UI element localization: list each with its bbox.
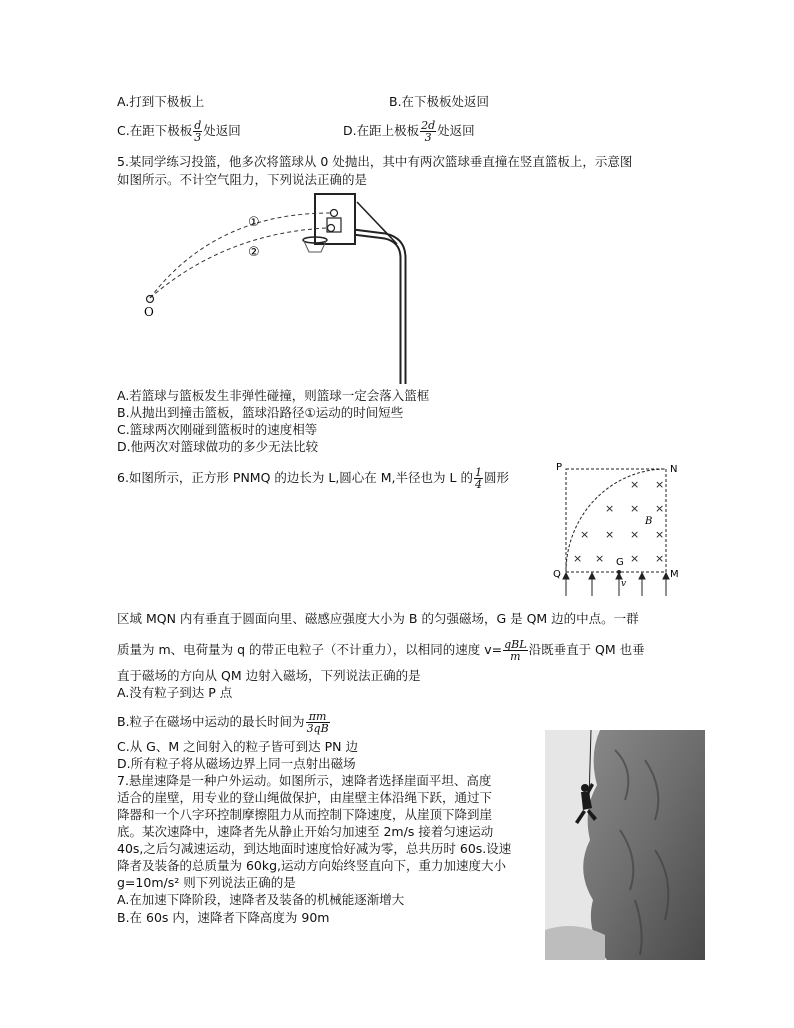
cross-mark: × xyxy=(580,528,590,541)
q6-line3-suffix: 沿既垂直于 QM 也垂 xyxy=(528,642,645,657)
basketball-figure xyxy=(135,188,425,386)
label-p: P xyxy=(556,462,563,473)
hoop-pole xyxy=(353,232,403,384)
label-n: N xyxy=(670,464,678,475)
cross-mark: × xyxy=(595,552,605,565)
q7-line4: 底。某次速降中，速降者先从静止开始匀加速至 2m/s 接着匀速运动 xyxy=(117,824,494,839)
label-m: M xyxy=(670,569,679,580)
fraction-numerator: d xyxy=(194,119,202,132)
velocity-arrows xyxy=(563,573,669,596)
fraction-denominator: 4 xyxy=(474,478,482,491)
fraction-numerator: πm xyxy=(306,711,330,723)
q4-option-b: B.在下极板处返回 xyxy=(389,94,490,109)
fraction-denominator: 3 xyxy=(424,131,432,144)
fraction xyxy=(474,467,483,490)
q6-line3-prefix: 质量为 m、电荷量为 q 的带正电粒子（不计重力），以相同的速度 v= xyxy=(117,642,503,657)
cross-mark: × xyxy=(655,502,665,515)
q6-stem-prefix: 6.如图所示，正方形 PNMQ 的边长为 L,圆心在 M,半径也为 L 的 xyxy=(117,470,473,485)
cross-mark: × xyxy=(573,552,583,565)
q4-option-c-prefix: C.在距下极板 xyxy=(117,123,193,138)
q6-option-d: D.所有粒子将从磁场边界上同一点射出磁场 xyxy=(117,756,356,771)
q6-stem-suffix: 圆形 xyxy=(483,470,509,485)
backboard xyxy=(315,194,355,244)
q6-option-b xyxy=(117,711,331,734)
q7-line2: 适合的崖壁，用专业的登山绳做保护，由崖壁主体沿绳下跃，通过下 xyxy=(117,790,493,805)
q4-option-c-suffix: 处返回 xyxy=(203,123,241,138)
cliff-rappelling-photo xyxy=(545,730,705,960)
label-q: Q xyxy=(553,569,561,580)
q6-stem-line4: 直于磁场的方向从 QM 边射入磁场，下列说法正确的是 xyxy=(117,668,421,683)
hoop-pole-inner xyxy=(353,232,403,384)
path-label-1: ① xyxy=(248,215,260,230)
fraction-numerator: 1 xyxy=(474,466,482,479)
cross-mark: × xyxy=(655,478,665,491)
q5-option-a: A.若篮球与篮板发生非弹性碰撞，则篮球一定会落入篮框 xyxy=(117,388,430,403)
fraction-denominator: 3qB xyxy=(306,722,329,735)
fraction xyxy=(503,639,527,662)
q6-stem-line3 xyxy=(117,639,645,662)
fraction-numerator: qBL xyxy=(504,638,527,651)
q7-line1: 7.悬崖速降是一种户外运动。如图所示，速降者选择崖面平坦、高度 xyxy=(117,773,492,788)
magnetic-field-figure xyxy=(550,460,690,600)
q4-option-d-prefix: D.在距上极板 xyxy=(343,123,420,138)
q7-line5: 40s,之后匀减速运动，到达地面时速度恰好减为零，总共历时 60s.设速 xyxy=(117,841,512,856)
q7-line7: g=10m/s² 则下列说法正确的是 xyxy=(117,875,296,890)
q5-option-b: B.从抛出到撞击篮板，篮球沿路径①运动的时间短些 xyxy=(117,405,404,420)
fraction-denominator: m xyxy=(510,650,521,663)
q4-option-c xyxy=(117,120,241,143)
ball-launch xyxy=(147,296,154,303)
fraction xyxy=(306,711,330,734)
label-g: G xyxy=(616,557,624,568)
fraction xyxy=(193,120,202,143)
origin-label: O xyxy=(144,305,154,319)
q5-option-c: C.篮球两次刚碰到篮板时的速度相等 xyxy=(117,422,318,437)
fraction-denominator: 3 xyxy=(194,131,202,144)
q7-line3: 降器和一个八字环控制摩擦阻力从而控制下降速度，从崖顶下降到崖 xyxy=(117,807,493,822)
q5-option-d: D.他两次对篮球做功的多少无法比较 xyxy=(117,439,319,454)
q5-stem-line1: 5.某同学练习投篮，他多次将篮球从 0 处抛出，其中有两次篮球垂直撞在竖直篮板上，示意图 xyxy=(117,154,633,169)
cross-mark: × xyxy=(630,478,640,491)
q4-option-a: A.打到下极板上 xyxy=(117,94,205,109)
q6-stem-line2: 区域 MQN 内有垂直于圆面向里、磁感应强度大小为 B 的匀强磁场，G 是 QM 边的中点。一群 xyxy=(117,611,639,626)
q6-stem-line1 xyxy=(117,467,509,490)
q7-line6: 降者及装备的总质量为 60kg,运动方向始终竖直向下，重力加速度大小 xyxy=(117,858,507,873)
q7-option-b: B.在 60s 内，速降者下降高度为 90m xyxy=(117,910,330,925)
fraction xyxy=(420,120,436,143)
label-b: B xyxy=(645,516,653,527)
label-v: v xyxy=(621,579,627,589)
cross-mark: × xyxy=(655,552,665,565)
cross-mark: × xyxy=(630,502,640,515)
q6-option-c: C.从 G、M 之间射入的粒子皆可到达 PN 边 xyxy=(117,739,358,754)
cross-mark: × xyxy=(630,552,640,565)
q4-option-d-suffix: 处返回 xyxy=(437,123,475,138)
cross-mark: × xyxy=(605,528,615,541)
cross-mark: × xyxy=(630,528,640,541)
path-label-2: ② xyxy=(248,245,260,260)
trajectory-2 xyxy=(150,228,327,298)
q5-stem-line2: 如图所示。不计空气阻力，下列说法正确的是 xyxy=(117,172,368,187)
cliff-face xyxy=(583,730,705,960)
q6-option-b-prefix: B.粒子在磁场中运动的最长时间为 xyxy=(117,714,305,729)
cross-mark: × xyxy=(605,502,615,515)
cross-mark: × xyxy=(655,528,665,541)
fraction-numerator: 2d xyxy=(421,119,436,132)
q6-option-a: A.没有粒子到达 P 点 xyxy=(117,685,233,700)
q7-option-a: A.在加速下降阶段，速降者及装备的机械能逐渐增大 xyxy=(117,892,405,907)
trajectory-1 xyxy=(150,213,330,298)
q4-option-d xyxy=(343,120,475,143)
